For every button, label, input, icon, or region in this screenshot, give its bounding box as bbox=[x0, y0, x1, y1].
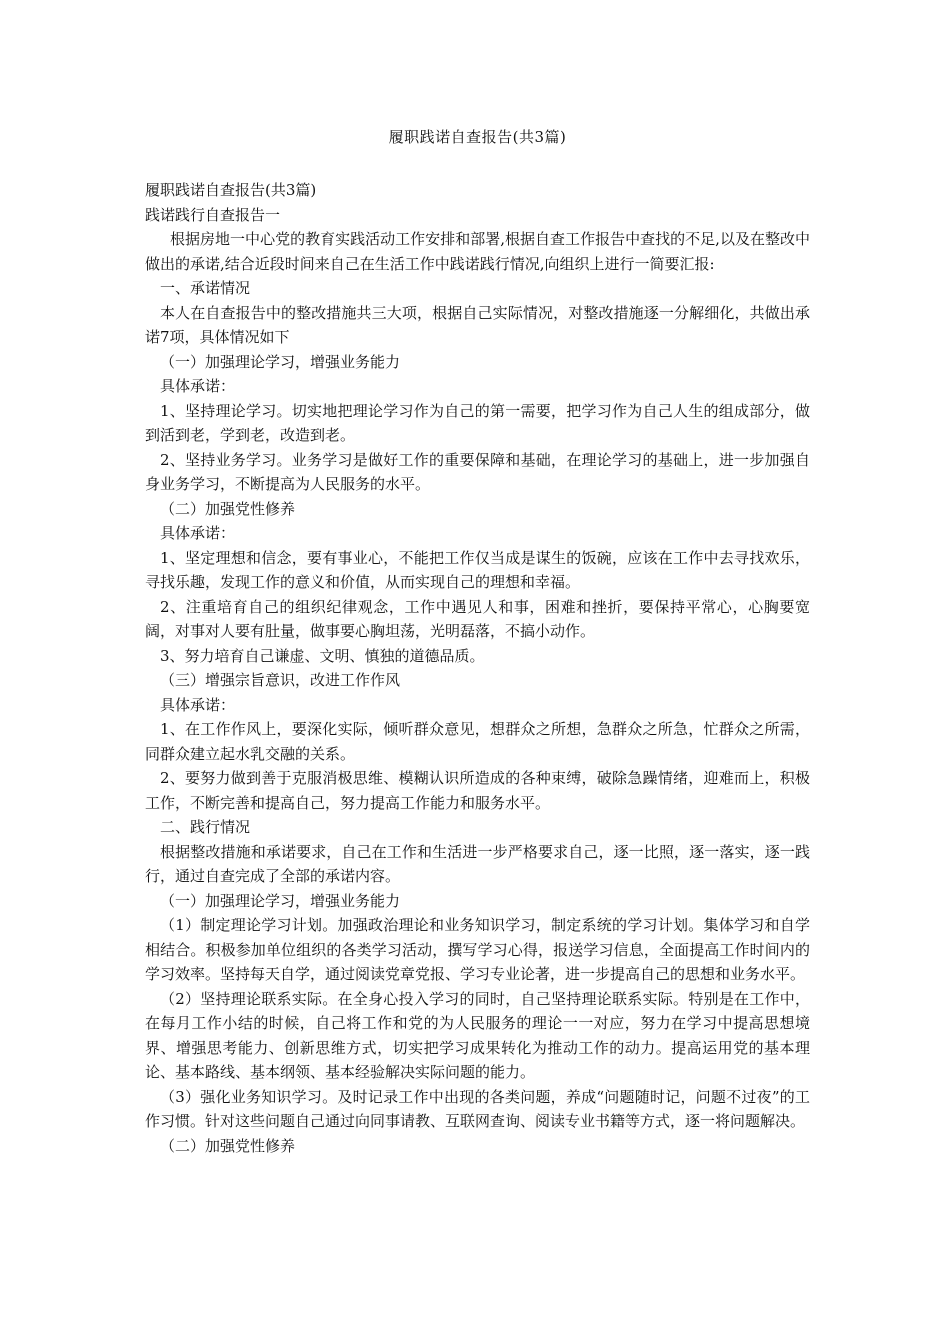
paragraph: 3、努力培育自己谦虚、文明、慎独的道德品质。 bbox=[160, 646, 485, 665]
paragraph: 2、要努力做到善于克服消极思维、模糊认识所造成的各种束缚，破除急躁情绪，迎难而上，积极工作，不断完善和提高自己，努力提高工作能力和服务水平。 bbox=[145, 769, 810, 812]
paragraph: 1、坚持理论学习。切实地把理论学习作为自己的第一需要，把学习作为自己人生的组成部分，做到活到老，学到老，改造到老。 bbox=[145, 401, 810, 444]
paragraph: 本人在自查报告中的整改措施共三大项，根据自己实际情况，对整改措施逐一分解细化，共做出承诺7项，具体情况如下 bbox=[145, 303, 810, 346]
paragraph: 二、践行情况 bbox=[160, 818, 251, 836]
paragraph: 根据整改措施和承诺要求，自己在工作和生活进一步严格要求自己，逐一比照，逐一落实，逐一践行，通过自查完成了全部的承诺内容。 bbox=[145, 842, 810, 885]
paragraph: 1、坚定理想和信念，要有事业心，不能把工作仅当成是谋生的饭碗，应该在工作中去寻找欢乐，寻找乐趣，发现工作的意义和价值，从而实现自己的理想和幸福。 bbox=[145, 548, 810, 591]
paragraph: 履职践诺自查报告(共3篇) bbox=[145, 181, 317, 199]
paragraph: （1）制定理论学习计划。加强政治理论和业务知识学习，制定系统的学习计划。集体学习和自学相结合。积极参加单位组织的各类学习活动，撰写学习心得，报送学习信息，全面提高工作时间内的学习效率。坚持每天自学，通过阅读党章党报、学习专业论著，进一步提高自己的思想和业务水平。 bbox=[145, 916, 810, 983]
paragraph: 具体承诺： bbox=[160, 377, 236, 395]
paragraph: （一）加强理论学习，增强业务能力 bbox=[160, 891, 401, 910]
paragraph: 2、坚持业务学习。业务学习是做好工作的重要保障和基础，在理论学习的基础上，进一步加强自身业务学习，不断提高为人民服务的水平。 bbox=[145, 450, 810, 493]
paragraph: （二）加强党性修养 bbox=[160, 499, 296, 518]
paragraph: （2）坚持理论联系实际。在全身心投入学习的同时，自己坚持理论联系实际。特别是在工作中，在每月工作小结的时候，自己将工作和党的为人民服务的理论一一对应，努力在学习中提高思想境界、增强思考能力、创新思维方式，切实把学习成果转化为推动工作的动力。提高运用党的基本理论、基本路线、基本纲领、基本经验解决实际问题的能力。 bbox=[145, 989, 810, 1081]
paragraph: 2、注重培育自己的组织纪律观念，工作中遇见人和事，困难和挫折，要保持平常心，心胸要宽阔，对事对人要有肚量，做事要心胸坦荡，光明磊落，不搞小动作。 bbox=[145, 597, 810, 640]
paragraph: 具体承诺： bbox=[160, 524, 236, 542]
paragraph: （3）强化业务知识学习。及时记录工作中出现的各类问题，养成“问题随时记，问题不过夜”的工作习惯。针对这些问题自己通过向同事请教、互联网查询、阅读专业书籍等方式，逐一将问题解决。 bbox=[145, 1087, 810, 1130]
paragraph: 一、承诺情况 bbox=[160, 279, 251, 297]
document-title: 履职践诺自查报告(共3篇) bbox=[388, 128, 567, 146]
paragraph: 具体承诺： bbox=[160, 695, 236, 714]
paragraph: （二）加强党性修养 bbox=[160, 1136, 296, 1155]
paragraph: 1、在工作作风上，要深化实际，倾听群众意见，想群众之所想，急群众之所急，忙群众之所需，同群众建立起水乳交融的关系。 bbox=[145, 720, 810, 763]
document-body bbox=[145, 178, 810, 1158]
paragraph: 践诺践行自查报告一 bbox=[145, 205, 281, 224]
paragraph: 根据房地一中心党的教育实践活动工作安排和部署,根据自查工作报告中查找的不足,以及在整改中做出的承诺,结合近段时间来自己在生活工作中践诺践行情况,向组织上进行一简要汇报: bbox=[145, 230, 810, 273]
paragraph: （一）加强理论学习，增强业务能力 bbox=[160, 352, 401, 371]
paragraph: （三）增强宗旨意识，改进工作作风 bbox=[160, 671, 401, 689]
